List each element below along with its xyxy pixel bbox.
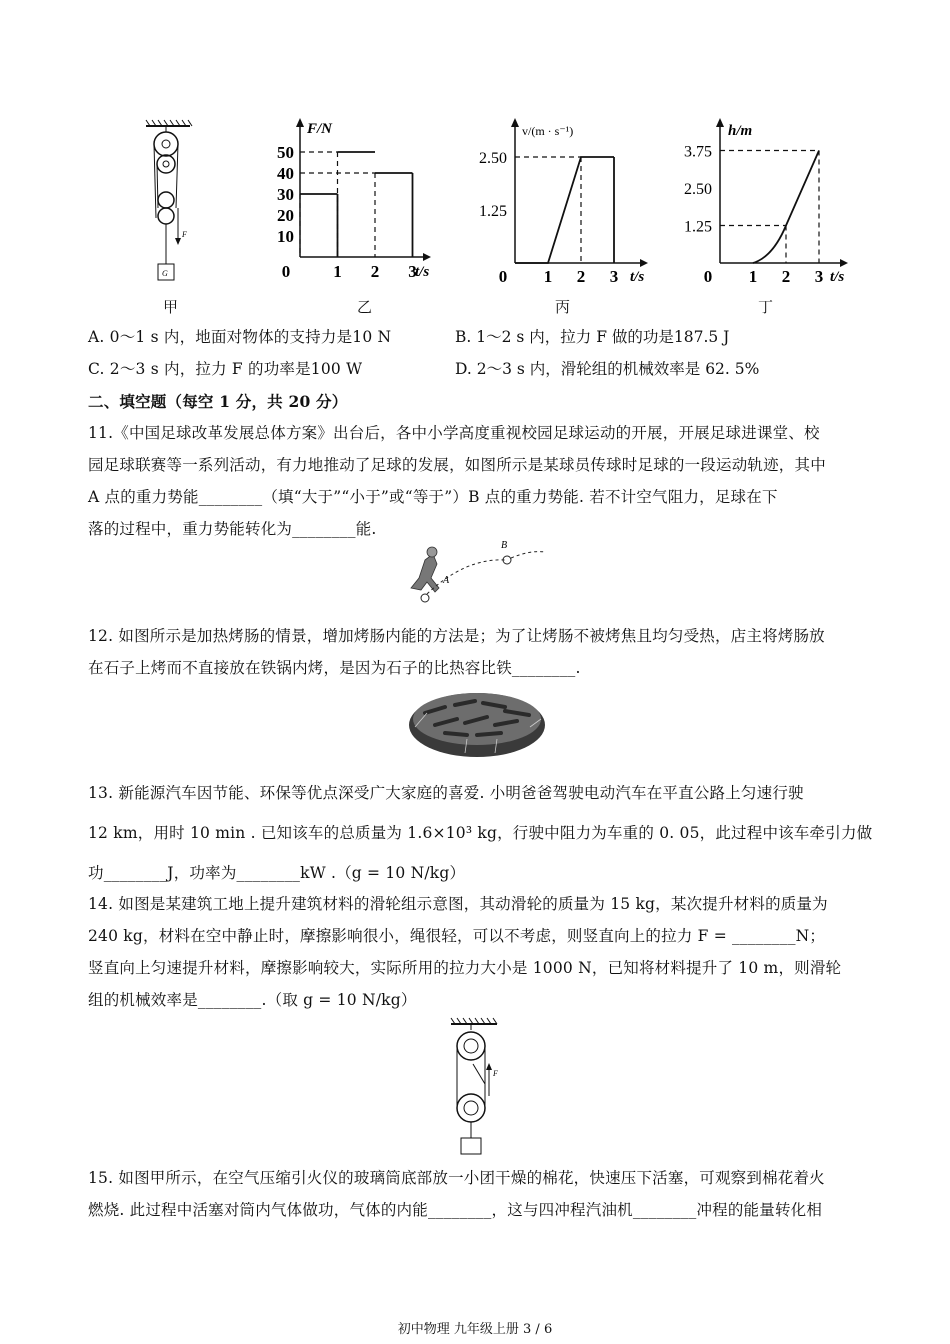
q14-line-1: 14. 如图是某建筑工地上提升建筑材料的滑轮组示意图，其动滑轮的质量为 15 kg，某次提升材料的质量为 [88, 895, 828, 913]
yi-xtick-3: 3 [408, 262, 417, 281]
q11-line-1: 11.《中国足球改革发展总体方案》出台后，各中小学高度重视校园足球运动的开展，开展足球进课堂、校 [88, 424, 820, 442]
point-a-label: A [443, 575, 450, 586]
option-a: A. 0～1 s 内，地面对物体的支持力是10 N [88, 328, 392, 346]
bing-xtick-0: 0 [498, 267, 508, 285]
yi-ytick-20: 20 [277, 206, 294, 225]
sausage-grill-photo [405, 683, 550, 763]
bing-ylabel: v/(m · s⁻¹) [522, 124, 574, 138]
ding-ytick-3.75: 3.75 [684, 143, 712, 161]
yi-xtick-0: 0 [281, 262, 291, 281]
q13-line-3: 功________J，功率为________kW .（g = 10 N/kg） [88, 864, 466, 882]
force-label-f: F [182, 230, 187, 239]
q12-line-2: 在石子上烤而不直接放在铁锅内烤，是因为石子的比热容比铁________. [88, 659, 581, 677]
figure-caption-bing: 丙 [555, 298, 571, 316]
ding-ytick-1.25: 1.25 [684, 218, 712, 236]
chart-ding-height-time [670, 115, 860, 285]
q12-line-1: 12. 如图所示是加热烤肠的情景，增加烤肠内能的方法是；为了让烤肠不被烤焦且均匀受热，店主将烤肠放 [88, 627, 825, 645]
figure-caption-yi: 乙 [357, 298, 373, 316]
football-trajectory-figure [405, 540, 550, 610]
pulley-figure-q14 [445, 1016, 515, 1156]
yi-xtick-2: 2 [370, 262, 380, 281]
ding-ytick-2.50: 2.50 [684, 181, 712, 198]
yi-ytick-30: 30 [277, 185, 294, 204]
ding-xtick-1: 1 [748, 267, 758, 285]
figure-caption-ding: 丁 [758, 298, 774, 316]
q13-line-1: 13. 新能源汽车因节能、环保等优点深受广大家庭的喜爱. 小明爸爸驾驶电动汽车在平直公路上匀速行驶 [88, 784, 804, 802]
bing-ytick-1.25: 1.25 [479, 203, 507, 220]
yi-ytick-40: 40 [277, 164, 294, 183]
ding-xtick-0: 0 [703, 267, 713, 285]
chart-bing-velocity-time [470, 115, 660, 285]
figure-caption-jia: 甲 [163, 298, 179, 316]
q11-line-2: 园足球联赛等一系列活动，有力地推动了足球的发展，如图所示是某球员传球时足球的一段运动轨迹，其中 [88, 456, 826, 474]
pulley-figure-jia [140, 118, 200, 283]
block-label-g: G [162, 269, 168, 278]
bing-ytick-2.50: 2.50 [479, 150, 507, 167]
yi-xlabel: t/s [415, 264, 430, 280]
bing-xtick-2: 2 [576, 267, 586, 285]
q14-line-4: 组的机械效率是________.（取 g = 10 N/kg） [88, 991, 417, 1009]
q14-force-label: F [493, 1069, 498, 1078]
yi-xtick-1: 1 [333, 262, 342, 281]
option-c: C. 2～3 s 内，拉力 F 的功率是100 W [88, 360, 363, 378]
yi-ytick-10: 10 [277, 227, 294, 246]
point-b-label: B [501, 540, 508, 551]
q14-line-3: 竖直向上匀速提升材料，摩擦影响较大，实际所用的拉力大小是 1000 N，已知将材料提升了 10 m，则滑轮 [88, 959, 842, 977]
chart-yi-force-time [265, 115, 435, 285]
yi-ytick-50: 50 [277, 143, 294, 162]
bing-xtick-1: 1 [543, 267, 553, 285]
bing-xtick-3: 3 [609, 267, 619, 285]
option-d: D. 2～3 s 内，滑轮组的机械效率是 62. 5% [455, 360, 760, 378]
ding-ylabel: h/m [728, 123, 753, 139]
yi-ylabel: F/N [307, 121, 333, 137]
q11-line-3: A 点的重力势能________（填“大于”“小于”或“等于”）B 点的重力势能. 若不计空气阻力，足球在下 [88, 488, 778, 506]
bing-series-line [515, 157, 614, 263]
q15-line-1: 15. 如图甲所示，在空气压缩引火仪的玻璃筒底部放一小团干燥的棉花，快速压下活塞，可观察到棉花着火 [88, 1169, 825, 1187]
q11-line-4: 落的过程中，重力势能转化为________能. [88, 520, 377, 538]
ding-xtick-3: 3 [814, 267, 824, 285]
page-footer: 初中物理 九年级上册 3 / 6 [397, 1322, 553, 1337]
ding-xlabel: t/s [830, 269, 845, 285]
option-b: B. 1～2 s 内，拉力 F 做的功是187.5 J [455, 328, 730, 346]
q13-line-2: 12 km，用时 10 min . 已知该车的总质量为 1.6×10³ kg，行驶中阻力为车重的 0. 05，此过程中该车牵引力做 [88, 824, 873, 842]
bing-xlabel: t/s [630, 269, 645, 285]
section-title: 二、填空题（每空 1 分，共 20 分） [88, 392, 348, 411]
ding-xtick-2: 2 [781, 267, 791, 285]
q15-line-2: 燃烧. 此过程中活塞对筒内气体做功，气体的内能________，这与四冲程汽油机________冲程的能量转化相 [88, 1201, 823, 1219]
q14-line-2: 240 kg，材料在空中静止时，摩擦影响很小，绳很轻，可以不考虑，则竖直向上的拉力 F = ________N； [88, 927, 826, 945]
